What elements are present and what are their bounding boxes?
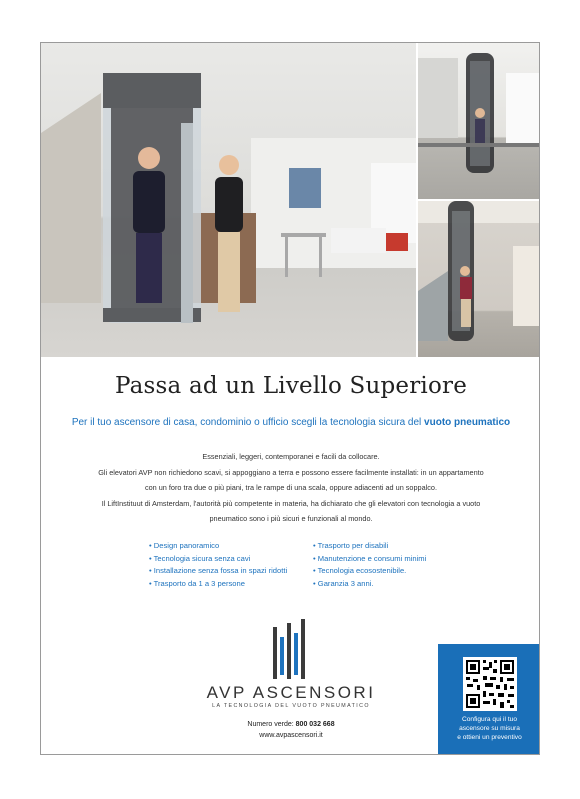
feature-item: • Manutenzione e consumi minimi (313, 553, 426, 566)
feature-item: • Trasporto per disabili (313, 540, 426, 553)
body-line: pneumatico sono i più sicuri e funzionali al mondo. (209, 514, 373, 523)
phone-number[interactable]: 800 032 668 (295, 721, 335, 728)
brand-logo-icon (271, 619, 311, 679)
body-copy (61, 449, 521, 527)
main-photo (41, 43, 416, 357)
cta-text[interactable] (442, 716, 537, 742)
subheadline-highlight: vuoto pneumatico (424, 417, 511, 428)
cta-line: ascensore su misura (459, 724, 520, 732)
photo-top-right (418, 43, 540, 199)
subheadline-text: Per il tuo ascensore di casa, condominio o ufficio scegli la tecnologia sicura del (71, 417, 425, 428)
body-line: Essenziali, leggeri, contemporanei e facili da collocare. (202, 452, 380, 461)
feature-item: • Tecnologia ecosostenibile. (313, 565, 426, 578)
photo-bottom-right (418, 201, 540, 357)
body-line: Il LiftInstituut di Amsterdam, l'autorità più competente in materia, ha dichiarato che gli elevatori con tecnologia a vuoto (101, 498, 481, 508)
headline: Passa ad un Livello Superiore (114, 373, 468, 399)
feature-list-right (313, 540, 426, 590)
cta-line: e ottieni un preventivo (457, 733, 522, 741)
brand-name: AVP ASCENSORI (206, 683, 376, 702)
subheadline (41, 417, 540, 428)
advertisement (40, 42, 540, 755)
brand-tagline: LA TECNOLOGIA DEL VUOTO PNEUMATICO (212, 703, 370, 709)
configurator-cta[interactable] (438, 644, 540, 755)
feature-item: • Design panoramico (149, 540, 287, 553)
qr-code-icon[interactable] (463, 657, 517, 711)
body-line: Gli elevatori AVP non richiedono scavi, si appoggiano a terra e possono essere facilmente installati: in un appartamento (98, 467, 484, 477)
cta-line: Configura qui il tuo (462, 716, 517, 723)
phone-label: Numero verde: (247, 721, 294, 728)
feature-item: • Tecnologia sicura senza cavi (149, 553, 287, 566)
website-link[interactable]: www.avpascensori.it (259, 732, 323, 739)
feature-list-left (149, 540, 287, 590)
feature-item: • Trasporto da 1 a 3 persone (149, 578, 287, 591)
feature-item: • Installazione senza fossa in spazi ridotti (149, 565, 287, 578)
feature-item: • Garanzia 3 anni. (313, 578, 426, 591)
body-line: con un foro tra due o più piani, tra le rampe di una scala, oppure adiacenti ad un soppalco. (144, 483, 438, 492)
